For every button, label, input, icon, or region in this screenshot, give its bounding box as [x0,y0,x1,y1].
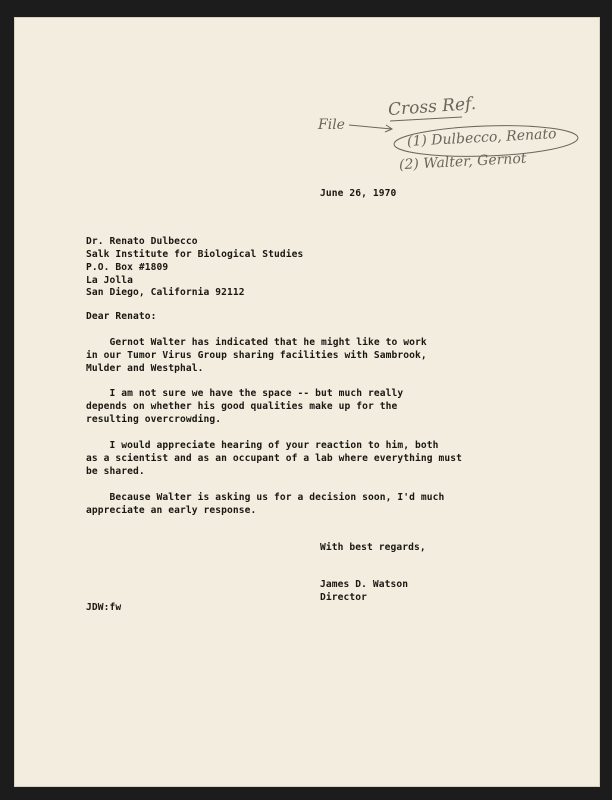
recipient-line: San Diego, California 92112 [86,287,245,298]
body-line: appreciate an early response. [86,505,257,516]
body-line: Gernot Walter has indicated that he might like to work [86,337,427,348]
letter-page [14,17,600,787]
body-line: as a scientist and as an occupant of a lab where everything must [86,453,463,464]
body-line: I would appreciate hearing of your reaction to him, both [86,440,439,451]
body-line: resulting overcrowding. [86,414,222,425]
body-line: in our Tumor Virus Group sharing facilities with Sambrook, [86,350,427,361]
recipient-line: Dr. Renato Dulbecco [86,236,198,247]
recipient-line: P.O. Box #1809 [86,262,169,273]
signer-title: Director [320,592,368,603]
letter-date: June 26, 1970 [320,188,397,199]
cross-ref-annotation: Cross Ref. [387,93,477,121]
file-annotation: File [318,117,345,133]
salutation: Dear Renato: [86,311,157,322]
closing: With best regards, [320,542,426,553]
ref-2-annotation: (2) Walter, Gernot [398,150,527,174]
body-line: be shared. [86,466,145,477]
recipient-line: Salk Institute for Biological Studies [86,249,304,260]
ref-1-annotation: (1) Dulbecco, Renato [406,126,557,150]
body-line: Mulder and Westphal. [86,363,204,374]
body-line: I am not sure we have the space -- but much really [86,388,404,399]
body-line: depends on whether his good qualities make up for the [86,401,398,412]
typist-initials: JDW:fw [86,602,122,613]
file-arrow [349,125,392,132]
signer-name: James D. Watson [320,579,409,590]
body-line: Because Walter is asking us for a decision soon, I'd much [86,492,445,503]
recipient-line: La Jolla [86,275,134,286]
